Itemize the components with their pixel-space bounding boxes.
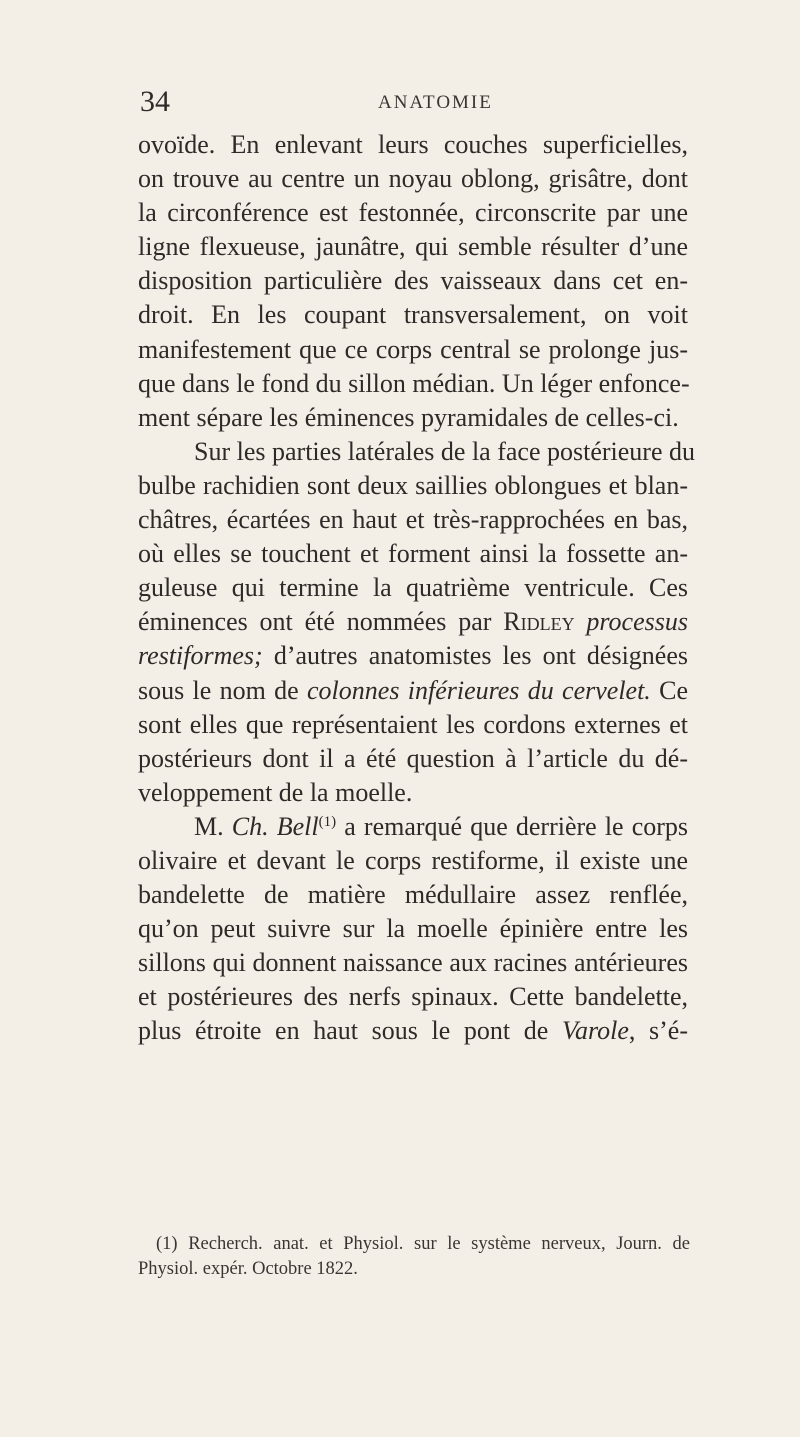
footnote-marker: (1) — [156, 1234, 178, 1254]
text-line: sillons qui donnent naissance aux racines antérieures — [138, 948, 688, 978]
page-number: 34 — [140, 85, 170, 118]
term-varole: Varole — [561, 1016, 629, 1046]
text-line: Sur les parties latérales de la face postérieure du — [194, 436, 695, 466]
text-line: et postérieures des nerfs spinaux. Cette bandelette, — [138, 982, 688, 1012]
author-name-bell: Ch. Bell — [231, 811, 319, 841]
text-segment: a remarqué que derrière le corps — [344, 811, 689, 841]
text-segment: , s’é- — [628, 1016, 688, 1046]
term-processus: processus — [586, 607, 688, 637]
author-name-ridley: Ridley — [503, 607, 575, 637]
footnote-line — [138, 1232, 690, 1257]
text-line: que dans le fond du sillon médian. Un léger enfonce- — [138, 368, 690, 398]
text-line: on trouve au centre un noyau oblong, grisâtre, dont — [138, 164, 688, 194]
text-line: ovoïde. En enlevant leurs couches superficielles, — [138, 130, 688, 159]
footnote-reference: (1) — [318, 813, 337, 830]
term-colonnes-inferieures: colonnes inférieures du cervelet. — [307, 675, 651, 705]
text-line: guleuse qui termine la quatrième ventricule. Ces — [138, 573, 688, 603]
text-line: veloppement de la moelle. — [138, 777, 413, 807]
text-line: droit. En les coupant transversalement, on voit — [138, 300, 688, 330]
text-line — [138, 605, 688, 639]
text-line — [138, 639, 688, 673]
text-segment: M. — [194, 811, 224, 841]
footnote-line: Physiol. expér. Octobre 1822. — [138, 1259, 358, 1279]
text-line: bulbe rachidien sont deux saillies oblongues et blan- — [138, 470, 688, 500]
text-segment: Ce — [659, 675, 689, 705]
text-line: châtres, écartées en haut et très-rapprochées en bas, — [138, 505, 688, 535]
text-line: ment sépare les éminences pyramidales de celles-ci. — [138, 402, 679, 432]
text-line: sont elles que représentaient les cordons externes et — [138, 709, 688, 739]
text-line: bandelette de matière médullaire assez renflée, — [138, 880, 688, 910]
running-head: ANATOMIE — [378, 92, 493, 113]
text-line: la circonférence est festonnée, circonscrite par une — [138, 198, 688, 228]
text-segment: éminences ont été nommées par — [138, 607, 492, 637]
text-line: ligne flexueuse, jaunâtre, qui semble résulter d’une — [138, 232, 688, 262]
text-line — [138, 674, 688, 708]
footnote — [138, 1232, 690, 1282]
text-line: où elles se touchent et forment ainsi la fossette an- — [138, 539, 688, 569]
text-segment: plus étroite en haut sous le pont de — [138, 1016, 549, 1046]
text-line: manifestement que ce corps central se prolonge jus- — [138, 334, 688, 364]
footnote-text: Recherch. anat. et Physiol. sur le système nerveux, Journ. de — [188, 1234, 690, 1254]
text-line: postérieurs dont il a été question à l’article du dé- — [138, 743, 688, 773]
page-header — [128, 84, 688, 124]
text-line — [138, 810, 688, 844]
text-segment: sous le nom de — [138, 675, 299, 705]
text-line: disposition particulière des vaisseaux dans cet en- — [138, 266, 688, 296]
text-line: qu’on peut suivre sur la moelle épinière entre les — [138, 914, 688, 944]
body-text — [138, 128, 695, 1049]
term-restiformes: restiformes; — [138, 641, 263, 671]
text-line — [138, 1014, 688, 1048]
text-line: olivaire et devant le corps restiforme, il existe une — [138, 845, 688, 875]
text-segment: d’autres anatomistes les ont désignées — [273, 641, 688, 671]
